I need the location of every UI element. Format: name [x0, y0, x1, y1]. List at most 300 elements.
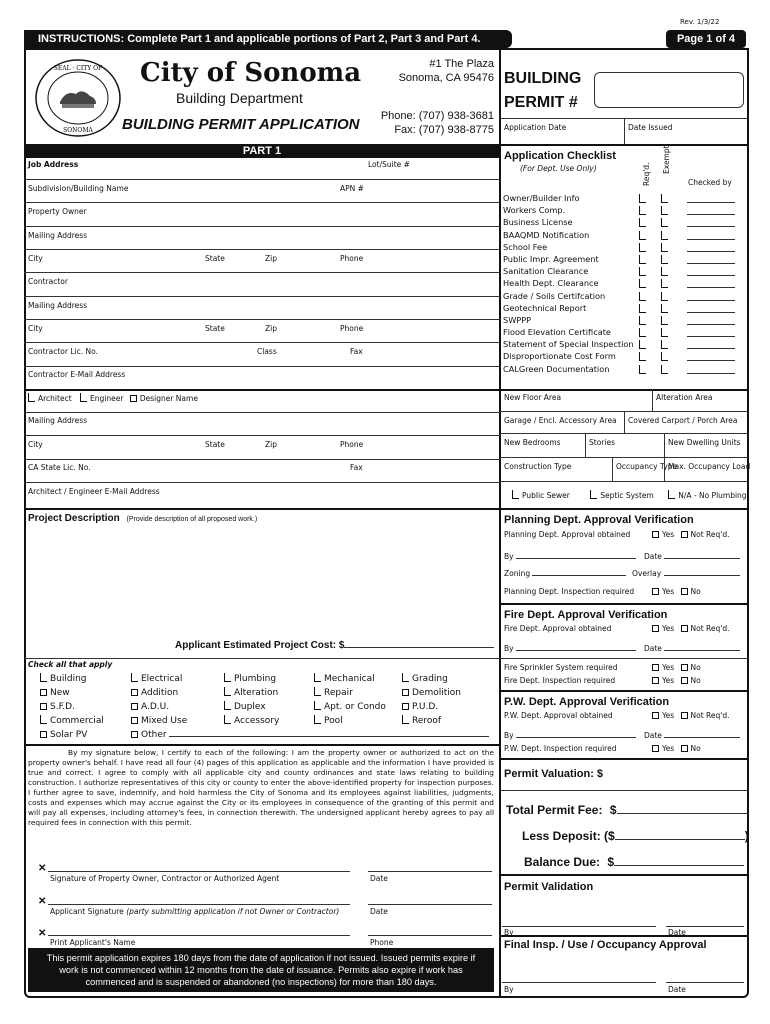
checklist-item-label: SWPPP: [503, 314, 532, 325]
other-field[interactable]: [169, 736, 489, 737]
checkbox[interactable]: [652, 531, 659, 538]
exempt-checkbox[interactable]: [661, 231, 668, 240]
instructions-banner: INSTRUCTIONS: Complete Part 1 and applicable portions of Part 2, Part 3 and Part 4.: [24, 30, 512, 48]
work-type-item[interactable]: Addition: [131, 686, 489, 700]
fax-label: Fax: [350, 347, 363, 356]
checkbox[interactable]: [681, 745, 688, 752]
contractor-email-label: Contractor E-Mail Address: [28, 370, 126, 379]
divider: [24, 459, 500, 460]
pw-obtained-label: P.W. Dept. Approval obtained: [504, 711, 613, 720]
phone-label: Phone: [340, 440, 364, 449]
public-sewer-checkbox[interactable]: [512, 490, 519, 499]
checkbox[interactable]: [681, 588, 688, 595]
validation-by-line[interactable]: [502, 926, 656, 927]
checklist-item-label: CALGreen Documentation: [503, 363, 610, 374]
reqd-checkbox[interactable]: [639, 316, 646, 325]
validation-by-label: By: [504, 928, 514, 937]
checklist-item: [503, 278, 748, 290]
designer-checkbox[interactable]: [130, 395, 137, 402]
overlay: Overlay: [632, 569, 740, 578]
work-type-item[interactable]: Mechanical: [314, 672, 386, 686]
septic-label: Septic System: [600, 491, 654, 500]
property-owner-label: Property Owner: [28, 207, 87, 216]
date-field[interactable]: [664, 650, 740, 651]
print-name-label: Print Applicant's Name: [50, 938, 136, 947]
date-line[interactable]: [368, 871, 492, 872]
new-floor-area-label: New Floor Area: [504, 393, 562, 402]
checkbox[interactable]: [314, 673, 321, 682]
checklist-item: [503, 242, 748, 254]
city-label: City: [28, 254, 43, 263]
mailing-address-label: Mailing Address: [28, 416, 88, 425]
lot-suite-label: Lot/Suite #: [368, 160, 410, 169]
checkbox[interactable]: [224, 715, 231, 724]
planning-by: By: [504, 552, 636, 561]
checklist-item: [503, 217, 748, 229]
checked-by-header: Checked by: [688, 178, 732, 187]
part1-header: PART 1: [24, 144, 500, 158]
class-label: Class: [257, 347, 277, 356]
checkbox[interactable]: [40, 703, 47, 710]
work-type-col-5: [402, 672, 461, 728]
owner-signature-line[interactable]: [48, 871, 350, 872]
checkbox[interactable]: [652, 588, 659, 595]
contractor-lic-label: Contractor Lic. No.: [28, 347, 98, 356]
check-all-label: Check all that apply: [28, 660, 113, 669]
checkbox[interactable]: [652, 677, 659, 684]
checked-by-field[interactable]: [687, 312, 735, 313]
divider: [24, 389, 500, 391]
checkbox[interactable]: [131, 703, 138, 710]
work-type-col-1: [40, 672, 104, 742]
checkbox[interactable]: [40, 689, 47, 696]
checklist-item-label: Statement of Special Inspection: [503, 339, 634, 350]
city-seal-icon: [32, 56, 124, 140]
max-occupancy-label: Max. Occupancy Load: [668, 462, 751, 471]
checkbox[interactable]: [681, 531, 688, 538]
sprinkler-yes-no: Yes No: [652, 663, 701, 672]
checkbox[interactable]: [314, 687, 321, 696]
address-line-2: Sonoma, CA 95476: [398, 72, 494, 84]
work-type-item[interactable]: Reroof: [402, 714, 461, 728]
ca-state-lic-label: CA State Lic. No.: [28, 463, 91, 472]
application-date-label: Application Date: [504, 123, 567, 132]
fire-obtained-label: Fire Dept. Approval obtained: [504, 624, 612, 633]
work-type-item[interactable]: Grading: [402, 672, 461, 686]
divider: [500, 790, 748, 791]
exempt-checkbox[interactable]: [661, 352, 668, 361]
state-label: State: [205, 254, 225, 263]
checked-by-field[interactable]: [687, 214, 735, 215]
date-field[interactable]: [664, 558, 740, 559]
balance-field[interactable]: [614, 865, 744, 866]
reqd-checkbox[interactable]: [639, 352, 646, 361]
state-label: State: [205, 324, 225, 333]
by-field[interactable]: [516, 737, 636, 738]
final-approval-title: Final Insp. / Use / Occupancy Approval: [504, 939, 707, 951]
phone-line[interactable]: [368, 935, 492, 936]
checked-by-field[interactable]: [687, 348, 735, 349]
checked-by-field[interactable]: [687, 263, 735, 264]
divider: [500, 658, 748, 659]
checked-by-field[interactable]: [687, 251, 735, 252]
work-type-item[interactable]: Commercial: [40, 714, 104, 728]
exempt-checkbox[interactable]: [661, 267, 668, 276]
dwelling-units-label: New Dwelling Units: [668, 438, 741, 447]
fire-by: By: [504, 644, 636, 653]
divider: [24, 508, 500, 510]
pw-insp-label: P.W. Dept. Inspection required: [504, 744, 617, 753]
estimated-cost: [175, 640, 494, 651]
fax-number: Fax: (707) 938-8775: [394, 124, 494, 136]
pw-date: Date: [644, 731, 740, 740]
divider: [624, 118, 625, 144]
checklist-item: [503, 315, 748, 327]
garage-area-label: Garage / Encl. Accessory Area: [504, 416, 617, 425]
sign-here-icon: ✕: [38, 928, 47, 939]
exempt-checkbox[interactable]: [661, 279, 668, 288]
checkbox[interactable]: [314, 715, 321, 724]
exempt-checkbox[interactable]: [661, 340, 668, 349]
divider: [664, 457, 665, 481]
checkbox[interactable]: [402, 715, 409, 724]
new-bedrooms-label: New Bedrooms: [504, 438, 561, 447]
checklist-item-label: Health Dept. Clearance: [503, 278, 599, 289]
carport-area-label: Covered Carport / Porch Area: [628, 416, 738, 425]
pw-insp-yes-no: Yes No: [652, 744, 701, 753]
reqd-checkbox[interactable]: [639, 328, 646, 337]
work-type-item[interactable]: A.D.U.: [131, 700, 489, 714]
checklist-item: [503, 303, 748, 315]
divider: [24, 179, 500, 180]
divider: [500, 433, 748, 434]
checkbox[interactable]: [131, 673, 138, 682]
checkbox[interactable]: [131, 717, 138, 724]
reqd-checkbox[interactable]: [639, 243, 646, 252]
work-type-item[interactable]: P.U.D.: [402, 700, 461, 714]
checkbox[interactable]: [131, 689, 138, 696]
checkbox[interactable]: [652, 625, 659, 632]
work-type-item[interactable]: Solar PV: [40, 728, 104, 742]
reqd-checkbox[interactable]: [639, 340, 646, 349]
checked-by-field[interactable]: [687, 226, 735, 227]
reqd-checkbox[interactable]: [639, 206, 646, 215]
architect-checkbox[interactable]: [28, 393, 35, 402]
page-label: Page 1 of 4: [666, 30, 746, 48]
exempt-checkbox[interactable]: [661, 328, 668, 337]
zoning: Zoning: [504, 569, 626, 578]
exempt-checkbox[interactable]: [661, 255, 668, 264]
applicant-name-line[interactable]: [48, 935, 350, 936]
occupancy-type-label: Occupancy Type: [616, 462, 678, 471]
less-deposit: Less Deposit: ($ ): [522, 829, 749, 843]
exempt-checkbox[interactable]: [661, 365, 668, 374]
checked-by-field[interactable]: [687, 202, 735, 203]
checklist-item-label: Business License: [503, 217, 573, 228]
by-field[interactable]: [516, 558, 636, 559]
divider: [500, 874, 748, 876]
sign-here-icon: ✕: [38, 896, 47, 907]
checkbox[interactable]: [652, 745, 659, 752]
work-type-col-4: [314, 672, 386, 728]
fire-yes-no: Yes Not Req'd.: [652, 624, 729, 633]
checklist-item-label: Grade / Soils Certifcation: [503, 290, 606, 301]
zip-label: Zip: [265, 440, 277, 449]
zip-label: Zip: [265, 324, 277, 333]
checklist-item-label: BAAQMD Notification: [503, 229, 590, 240]
checkbox[interactable]: [652, 664, 659, 671]
balance-due: Balance Due: $: [524, 855, 744, 869]
checkbox[interactable]: [402, 703, 409, 710]
checkbox[interactable]: [40, 673, 47, 682]
final-date-label: Date: [668, 985, 686, 994]
date-issued-label: Date Issued: [628, 123, 673, 132]
project-description-field[interactable]: [28, 526, 494, 632]
pw-by: By: [504, 731, 636, 740]
mailing-address-label: Mailing Address: [28, 231, 88, 240]
divider: [500, 144, 748, 146]
reqd-checkbox[interactable]: [639, 218, 646, 227]
exempt-checkbox[interactable]: [661, 292, 668, 301]
reqd-checkbox[interactable]: [639, 279, 646, 288]
divider: [24, 412, 500, 413]
divider: [652, 389, 653, 411]
city-label: City: [28, 324, 43, 333]
reqd-checkbox[interactable]: [639, 255, 646, 264]
apn-label: APN #: [340, 184, 364, 193]
zip-label: Zip: [265, 254, 277, 263]
reqd-checkbox[interactable]: [639, 365, 646, 374]
construction-type-label: Construction Type: [504, 462, 572, 471]
checkbox[interactable]: [681, 712, 688, 719]
work-type-item[interactable]: Demolition: [402, 686, 461, 700]
checked-by-field[interactable]: [687, 300, 735, 301]
checkbox[interactable]: [40, 731, 47, 738]
estimated-cost-field[interactable]: [344, 647, 494, 648]
checklist-item: [503, 291, 748, 303]
work-type-item[interactable]: Plumbing: [224, 672, 279, 686]
by-field[interactable]: [516, 650, 636, 651]
mailing-address-label: Mailing Address: [28, 301, 88, 310]
planning-insp-label: Planning Dept. Inspection required: [504, 587, 635, 596]
fax-label: Fax: [350, 463, 363, 472]
phone-number: Phone: (707) 938-3681: [380, 110, 494, 122]
expiry-notice: This permit application expires 180 days from the date of application if not issued. Issued permits expire if work is not commenced within 12 months from the date of issuance. Permits also expire if work has commenced and is suspended or abandoned (no inspections) for more than 180 days.: [28, 948, 494, 992]
fire-insp-label: Fire Dept. Inspection required: [504, 676, 616, 685]
phone-label: Phone: [340, 324, 364, 333]
work-type-item[interactable]: S.F.D.: [40, 700, 104, 714]
arch-email-label: Architect / Engineer E-Mail Address: [28, 487, 160, 496]
checked-by-field[interactable]: [687, 336, 735, 337]
city-label: City: [28, 440, 43, 449]
project-description-title: [28, 513, 257, 524]
exempt-checkbox[interactable]: [661, 243, 668, 252]
work-type-item[interactable]: Duplex: [224, 700, 279, 714]
divider: [24, 744, 500, 746]
validation-date-line[interactable]: [666, 926, 744, 927]
fire-date: Date: [644, 644, 740, 653]
planning-yes-no: Yes Not Req'd.: [652, 530, 729, 539]
checklist-item-label: Sanitation Clearance: [503, 266, 589, 277]
architect-label: Architect: [38, 394, 72, 403]
checklist-item: [503, 254, 748, 266]
permit-number-field[interactable]: [594, 72, 744, 108]
final-date-line[interactable]: [666, 982, 744, 983]
reqd-checkbox[interactable]: [639, 194, 646, 203]
estimated-cost-label: Applicant Estimated Project Cost: $: [175, 640, 345, 651]
date-label: Date: [370, 907, 388, 916]
checklist-item-label: Public Impr. Agreement: [503, 253, 599, 264]
exempt-checkbox[interactable]: [661, 206, 668, 215]
planning-title: Planning Dept. Approval Verification: [504, 514, 694, 526]
validation-date-label: Date: [668, 928, 686, 937]
exempt-header: Exempt: [662, 145, 671, 174]
divider: [500, 603, 748, 605]
owner-signature-label: Signature of Property Owner, Contractor or Authorized Agent: [50, 874, 280, 883]
exempt-checkbox[interactable]: [661, 316, 668, 325]
divider: [24, 296, 500, 297]
checkbox[interactable]: [224, 673, 231, 682]
divider: [24, 226, 500, 227]
checkbox[interactable]: [224, 687, 231, 696]
checkbox[interactable]: [402, 673, 409, 682]
divider: [585, 433, 586, 457]
date-label: Date: [370, 874, 388, 883]
date-field[interactable]: [664, 737, 740, 738]
designer-name-label: Designer Name: [139, 394, 198, 403]
divider: [612, 457, 613, 481]
checklist-item: [503, 230, 748, 242]
city-name: City of Sonoma: [140, 58, 362, 88]
checkbox[interactable]: [652, 712, 659, 719]
na-plumbing-checkbox[interactable]: [668, 490, 675, 499]
checked-by-field[interactable]: [687, 324, 735, 325]
checked-by-field[interactable]: [687, 287, 735, 288]
work-type-item[interactable]: Mixed Use: [131, 714, 489, 728]
department-name: Building Department: [176, 90, 303, 106]
subdivision-label: Subdivision/Building Name: [28, 184, 129, 193]
svg-text:SONOMA: SONOMA: [63, 127, 93, 134]
address-line-1: #1 The Plaza: [429, 58, 494, 70]
pw-title: P.W. Dept. Approval Verification: [504, 696, 670, 708]
work-type-item[interactable]: Apt. or Condo: [314, 700, 386, 714]
zoning-field[interactable]: [532, 575, 626, 576]
na-plumbing-label: N/A - No Plumbing: [678, 491, 747, 500]
divider: [24, 658, 500, 659]
work-type-item[interactable]: Other: [131, 728, 489, 742]
work-type-item[interactable]: Pool: [314, 714, 386, 728]
divider: [24, 342, 500, 343]
divider: [500, 481, 748, 482]
checkbox[interactable]: [224, 701, 231, 710]
reqd-checkbox[interactable]: [639, 267, 646, 276]
checklist-item: [503, 193, 748, 205]
deposit-field[interactable]: [615, 839, 745, 840]
reqd-header: Req'd.: [642, 162, 651, 186]
exempt-checkbox[interactable]: [661, 194, 668, 203]
job-address-label: Job Address: [28, 160, 79, 169]
checkbox[interactable]: [681, 664, 688, 671]
checkbox[interactable]: [402, 689, 409, 696]
phone-label: Phone: [370, 938, 394, 947]
checklist-item-label: Owner/Builder Info: [503, 193, 580, 203]
septic-checkbox[interactable]: [590, 490, 597, 499]
checklist-subtitle: (For Dept. Use Only): [520, 164, 597, 173]
date-line[interactable]: [368, 904, 492, 905]
work-type-item[interactable]: Building: [40, 672, 104, 686]
checked-by-field[interactable]: [687, 239, 735, 240]
checklist-item: [503, 327, 748, 339]
checkbox[interactable]: [40, 715, 47, 724]
checklist-item: [503, 351, 748, 363]
architect-engineer-row: [28, 393, 198, 403]
fire-title: Fire Dept. Approval Verification: [504, 609, 668, 621]
applicant-signature-line[interactable]: [48, 904, 350, 905]
work-type-item[interactable]: Alteration: [224, 686, 279, 700]
final-by-line[interactable]: [502, 982, 656, 983]
divider: [500, 690, 748, 692]
checked-by-field[interactable]: [687, 275, 735, 276]
checklist-items: [503, 193, 748, 376]
checkbox[interactable]: [681, 677, 688, 684]
reqd-checkbox[interactable]: [639, 292, 646, 301]
column-divider: [499, 48, 501, 996]
work-type-item[interactable]: Repair: [314, 686, 386, 700]
divider: [24, 202, 500, 203]
project-description-hint: (Provide description of all proposed work.): [126, 516, 258, 523]
divider: [624, 411, 625, 433]
state-label: State: [205, 440, 225, 449]
work-type-item[interactable]: Accessory: [224, 714, 279, 728]
engineer-label: Engineer: [90, 394, 124, 403]
engineer-checkbox[interactable]: [80, 393, 87, 402]
checked-by-field[interactable]: [687, 373, 735, 374]
exempt-checkbox[interactable]: [661, 218, 668, 227]
checklist-item: [503, 364, 748, 376]
project-description-label: Project Description: [28, 513, 120, 524]
sign-here-icon: ✕: [38, 863, 47, 874]
checkbox[interactable]: [314, 701, 321, 710]
total-fee-field[interactable]: [617, 813, 747, 814]
exempt-checkbox[interactable]: [661, 304, 668, 313]
stories-label: Stories: [589, 438, 615, 447]
checked-by-field[interactable]: [687, 360, 735, 361]
sewer-options: [512, 490, 747, 500]
reqd-checkbox[interactable]: [639, 304, 646, 313]
checklist-item-label: Flood Elevation Certificate: [503, 327, 611, 338]
permit-valuation-label: Permit Valuation: $: [504, 768, 604, 780]
divider: [664, 433, 665, 457]
divider: [24, 249, 500, 250]
divider: [24, 319, 500, 320]
sprinkler-label: Fire Sprinkler System required: [504, 663, 618, 672]
revision-label: Rev. 1/3/22: [680, 18, 720, 26]
reqd-checkbox[interactable]: [639, 231, 646, 240]
checkbox[interactable]: [681, 625, 688, 632]
divider: [24, 272, 500, 273]
work-type-item[interactable]: New: [40, 686, 104, 700]
checklist-item-label: School Fee: [503, 241, 548, 252]
certification-text: By my signature below, I certify to each of the following: I am the property owner or authorized to act on the property owner's behalf. I have read all four (4) pages of this application as applicable and the information I have provided is true and correct. I agree to comply with all applicable city and county ordinances and state laws relating to building construction. I authorize representatives of this city or county to enter the above-identified property for inspection purposes. I further agree to save, indemnify, and hold harmless the City of Sonoma and its employees against liabilities, judgments, costs and expenses which may accrue against the City or its employees in consequence of the granting of this permit and will pay all expenses, including attorney's fees, in connection therewith. The undersigned applicant hereby agrees to pay all required fees in connection with this permit.: [28, 748, 494, 827]
checklist-item: [503, 266, 748, 278]
work-type-item[interactable]: Electrical: [131, 672, 489, 686]
checklist-item-label: Geotechnical Report: [503, 302, 587, 313]
planning-insp-yes-no: Yes No: [652, 587, 701, 596]
overlay-field[interactable]: [664, 575, 740, 576]
work-type-col-3: [224, 672, 279, 728]
checkbox[interactable]: [131, 731, 138, 738]
pw-yes-no: Yes Not Req'd.: [652, 711, 729, 720]
